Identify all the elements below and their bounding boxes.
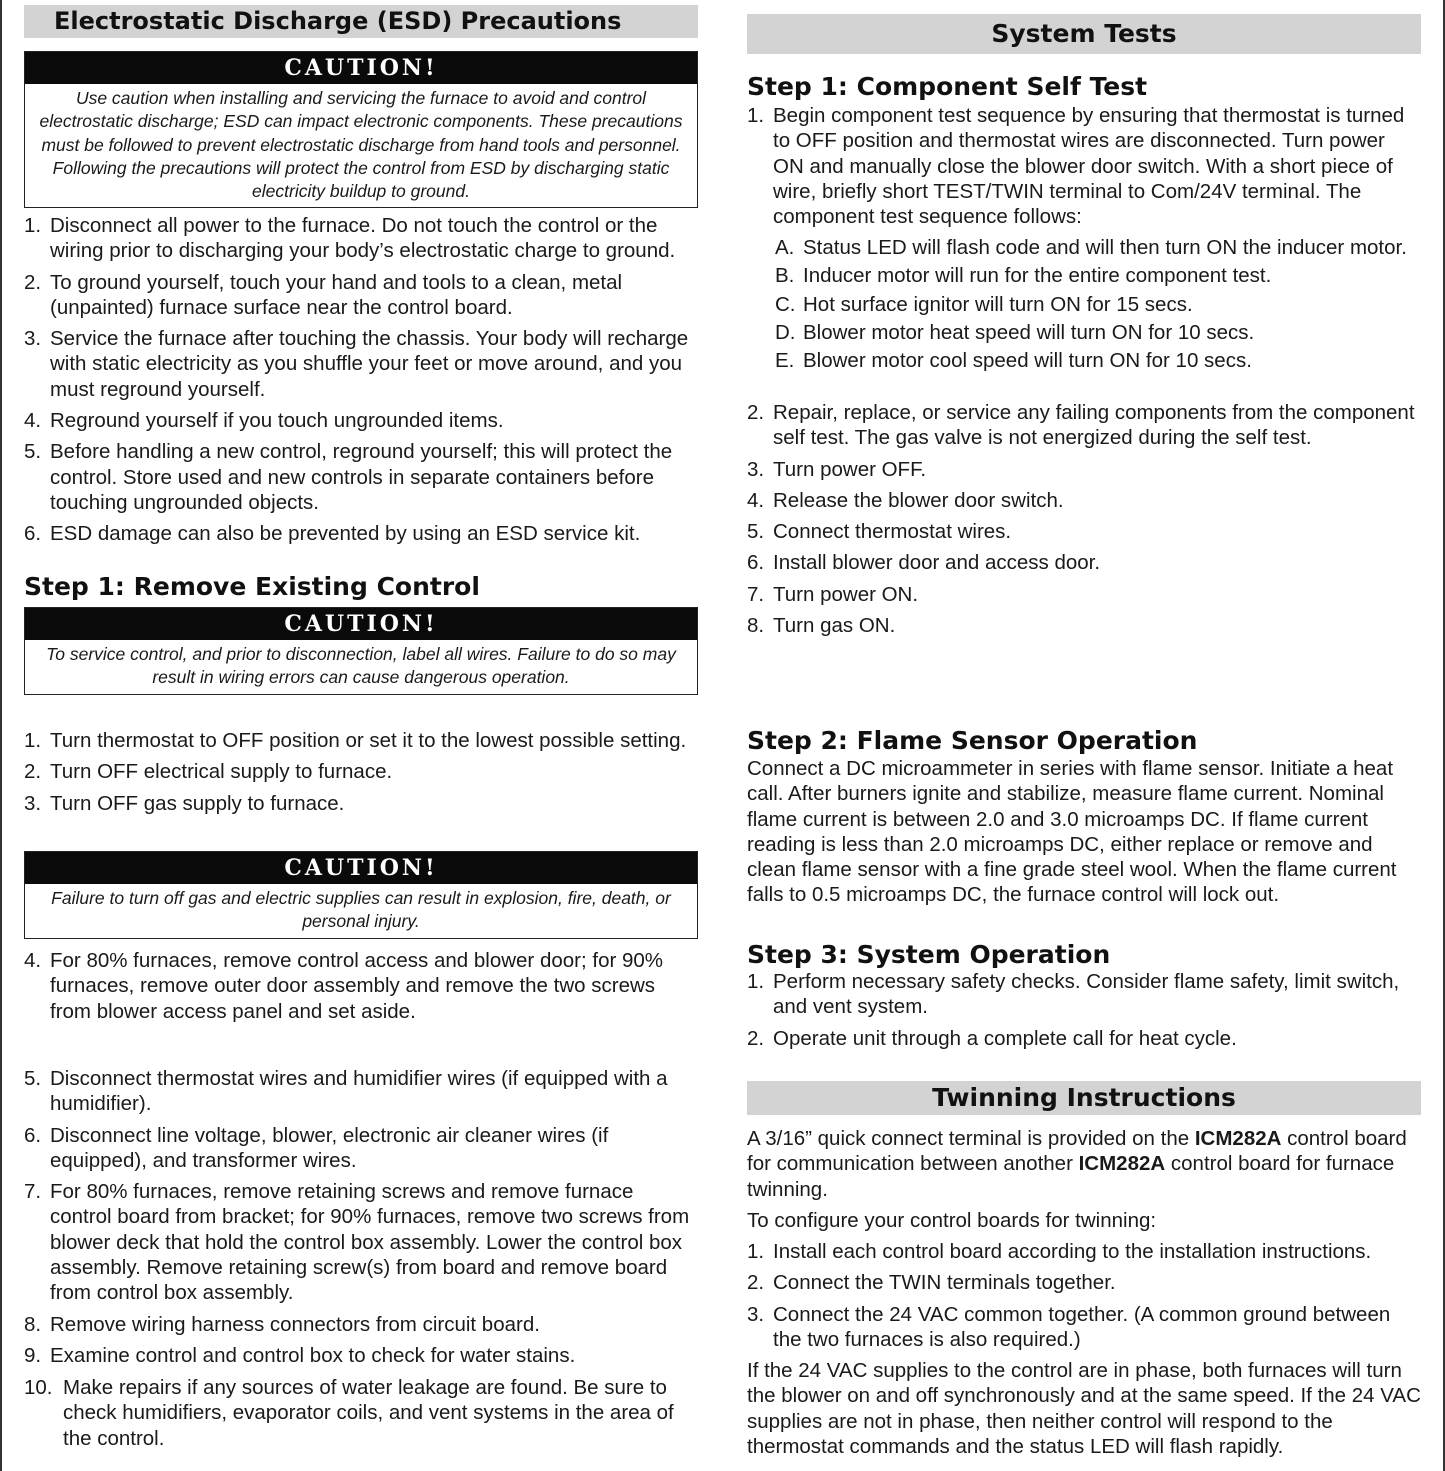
list-item-number: 5. bbox=[24, 1067, 42, 1090]
list-item-text: Turn OFF electrical supply to furnace. bbox=[50, 760, 393, 784]
list-item-number: 9. bbox=[24, 1343, 42, 1367]
list-item-text: Connect thermostat wires. bbox=[773, 520, 1012, 544]
list-item-number: 3. bbox=[747, 457, 765, 481]
list-item-number: B. bbox=[775, 264, 795, 288]
list-item bbox=[747, 235, 1421, 260]
list-item-text: Connect the 24 VAC common together. (A common ground between the two furnaces is also required.) bbox=[773, 1302, 1391, 1351]
remove-control-title: Step 1: Remove Existing Control bbox=[24, 572, 480, 601]
esd-section-header: Electrostatic Discharge (ESD) Precautions bbox=[24, 5, 698, 38]
list-item-number: 5. bbox=[747, 520, 765, 544]
list-item-number: 7. bbox=[24, 1180, 42, 1204]
list-item bbox=[747, 613, 1421, 638]
list-item-text: Service the furnace after touching the chassis. Your body will recharge with static electricity as you shuffle your feet or move around, and you must reground yourself. bbox=[50, 327, 689, 401]
list-item-text: Before handling a new control, reground yourself; this will protect the control. Store used and new controls in separate containers before touching ungrounded objects. bbox=[50, 440, 673, 514]
list-item-number: 4. bbox=[24, 949, 42, 972]
list-item bbox=[747, 320, 1421, 345]
list-item-text: Turn thermostat to OFF position or set it to the lowest possible setting. bbox=[50, 729, 687, 752]
list-item bbox=[24, 1066, 698, 1117]
caution-text: Failure to turn off gas and electric supplies can result in explosion, fire, death, or personal injury. bbox=[51, 888, 671, 932]
list-item bbox=[24, 213, 698, 264]
list-item bbox=[24, 1179, 698, 1305]
list-item-text: Blower motor cool speed will turn ON for 10 secs. bbox=[803, 349, 1252, 373]
list-item bbox=[747, 400, 1421, 451]
component-self-test-title: Step 1: Component Self Test bbox=[747, 72, 1148, 101]
list-item bbox=[24, 1123, 698, 1174]
list-item-number: E. bbox=[775, 349, 795, 373]
list-item-text: For 80% furnaces, remove retaining screws and remove furnace control board from bracket; for 90% furnaces, remove two screws from blower deck that hold the control box assembly. Lower the control box assembly. Remove retaining screw(s) from board and remove board from control box assembly. bbox=[50, 1180, 690, 1305]
remove-steps-list-d bbox=[24, 1375, 698, 1457]
list-item-number: 4. bbox=[24, 409, 42, 433]
list-item-text: Reground yourself if you touch ungrounded items. bbox=[50, 409, 504, 433]
caution-text: To service control, and prior to disconnection, label all wires. Failure to do so may result in wiring errors can cause dangerous operation. bbox=[46, 644, 676, 688]
list-item-text: Disconnect line voltage, blower, electronic air cleaner wires (if equipped), and transformer wires. bbox=[50, 1123, 609, 1172]
list-item-text: Remove wiring harness connectors from circuit board. bbox=[50, 1312, 540, 1336]
model-number: ICM282A bbox=[1194, 1127, 1282, 1150]
list-item-text: Install each control board according to the installation instructions. bbox=[773, 1240, 1372, 1263]
list-item bbox=[24, 791, 698, 816]
list-item bbox=[747, 1026, 1421, 1051]
twinning-configure-text: To configure your control boards for twinning: bbox=[747, 1209, 1157, 1232]
list-item bbox=[24, 1312, 698, 1337]
list-item bbox=[24, 521, 698, 546]
list-item-text: Turn OFF gas supply to furnace. bbox=[50, 791, 345, 815]
list-item-number: 3. bbox=[24, 791, 42, 815]
list-item-number: 2. bbox=[24, 270, 42, 294]
caution-label: CAUTION! bbox=[25, 608, 697, 640]
system-operation-title: Step 3: System Operation bbox=[747, 940, 1111, 969]
list-item bbox=[747, 1302, 1421, 1353]
list-item bbox=[24, 439, 698, 515]
list-item-number: 6. bbox=[747, 551, 765, 575]
list-item-number: 1. bbox=[24, 214, 42, 237]
twinning-header: Twinning Instructions bbox=[747, 1081, 1421, 1115]
list-item-number: 2. bbox=[24, 760, 42, 784]
list-item-number: 1. bbox=[24, 729, 42, 752]
list-item bbox=[24, 1343, 698, 1368]
list-item-text: Turn power OFF. bbox=[773, 457, 927, 481]
model-number: ICM282A bbox=[1078, 1152, 1166, 1176]
twinning-steps bbox=[747, 1239, 1421, 1358]
list-item bbox=[24, 759, 698, 784]
list-item-number: A. bbox=[775, 236, 795, 259]
self-test-remaining-steps bbox=[747, 400, 1421, 644]
caution-label: CAUTION! bbox=[25, 52, 697, 84]
remove-steps-list-c bbox=[24, 1066, 698, 1374]
list-item bbox=[747, 292, 1421, 317]
list-item-text: Examine control and control box to check for water stains. bbox=[50, 1343, 576, 1367]
list-item-text: Connect the TWIN terminals together. bbox=[773, 1271, 1116, 1295]
list-item-text: Turn gas ON. bbox=[773, 614, 896, 638]
list-item-number: 2. bbox=[747, 401, 765, 424]
list-item bbox=[24, 728, 698, 753]
self-test-step-1 bbox=[747, 103, 1421, 235]
list-item-text: Turn power ON. bbox=[773, 582, 919, 606]
self-test-sub-steps bbox=[747, 235, 1421, 376]
list-item bbox=[747, 550, 1421, 575]
esd-steps-list bbox=[24, 213, 698, 553]
list-item-text: Hot surface ignitor will turn ON for 15 secs. bbox=[803, 292, 1193, 316]
list-item-text: Disconnect thermostat wires and humidifier wires (if equipped with a humidifier). bbox=[50, 1067, 668, 1116]
list-item bbox=[747, 582, 1421, 607]
list-item-number: C. bbox=[775, 292, 796, 316]
esd-caution-box bbox=[24, 51, 698, 208]
list-item-number: 1. bbox=[747, 1240, 765, 1263]
list-item bbox=[747, 1239, 1421, 1264]
list-item-number: 3. bbox=[747, 1302, 765, 1326]
list-item-text: Make repairs if any sources of water leakage are found. Be sure to check humidifiers, evaporator coils, and vent systems in the area of the control. bbox=[63, 1376, 674, 1450]
list-item-text: Install blower door and access door. bbox=[773, 551, 1101, 575]
twinning-closing-text: If the 24 VAC supplies to the control are in phase, both furnaces will turn the blower on and off synchronously and at the same speed. If the 24 VAC supplies are not in phase, then neither control will respond to the thermostat commands and the status LED will flash rapidly. bbox=[747, 1359, 1421, 1458]
list-item-number: 5. bbox=[24, 440, 42, 464]
list-item-text: ESD damage can also be prevented by using an ESD service kit. bbox=[50, 522, 641, 546]
list-item: 1. Begin component test sequence by ensuring that thermostat is turned to OFF position and thermostat wires are disconnected. Turn power ON and manually close the blower door switch. With a short piece of wire, briefly short TEST/TWIN terminal to Com/24V terminal. The component test sequence follows: bbox=[747, 104, 1405, 229]
system-tests-header: System Tests bbox=[747, 14, 1421, 54]
list-item-number: 6. bbox=[24, 1123, 42, 1147]
list-item-number: D. bbox=[775, 320, 796, 344]
list-item-number: 4. bbox=[747, 488, 765, 512]
list-item bbox=[747, 519, 1421, 544]
remove-steps-list-a bbox=[24, 728, 698, 822]
list-item-number: 3. bbox=[24, 327, 42, 351]
list-item-text: Inducer motor will run for the entire component test. bbox=[803, 264, 1272, 288]
label-wires-caution-box bbox=[24, 607, 698, 695]
list-item-text: Status LED will flash code and will then turn ON the inducer motor. bbox=[803, 236, 1407, 259]
list-item-number: 7. bbox=[747, 582, 765, 606]
list-item-text: Operate unit through a complete call for heat cycle. bbox=[773, 1026, 1237, 1050]
list-item-number: 8. bbox=[747, 614, 765, 638]
list-item bbox=[24, 408, 698, 433]
list-item-number: 8. bbox=[24, 1312, 42, 1336]
list-item-number: 2. bbox=[747, 1271, 765, 1295]
list-item bbox=[24, 270, 698, 321]
list-item-text: For 80% furnaces, remove control access and blower door; for 90% furnaces, remove outer door assembly and remove the two screws from blower access panel and set aside. bbox=[50, 949, 664, 1023]
caution-text: Use caution when installing and servicing the furnace to avoid and control electrostatic discharge; ESD can impact electronic components. These precautions must be followed to prevent electrostatic discharge from hand tools and personnel. Following the precautions will protect the control from ESD by discharging static electricity buildup to ground. bbox=[39, 88, 683, 202]
system-operation-steps bbox=[747, 969, 1421, 1057]
supply-off-caution-box bbox=[24, 851, 698, 939]
flame-sensor-title: Step 2: Flame Sensor Operation bbox=[747, 726, 1198, 755]
list-item bbox=[747, 457, 1421, 482]
list-item-number: 1. bbox=[747, 970, 765, 993]
list-item-number: 10. bbox=[24, 1376, 53, 1399]
list-item-text: To ground yourself, touch your hand and tools to a clean, metal (unpainted) furnace surface near the control board. bbox=[50, 270, 623, 319]
list-item-number: 6. bbox=[24, 522, 42, 546]
list-item bbox=[747, 348, 1421, 373]
list-item bbox=[24, 326, 698, 402]
list-item-number: 2. bbox=[747, 1026, 765, 1050]
list-item bbox=[747, 969, 1421, 1020]
list-item bbox=[747, 1270, 1421, 1295]
list-item bbox=[747, 263, 1421, 288]
list-item-text: Release the blower door switch. bbox=[773, 488, 1064, 512]
remove-steps-list-b bbox=[24, 948, 698, 1030]
list-item-text: Blower motor heat speed will turn ON for 10 secs. bbox=[803, 320, 1255, 344]
list-item bbox=[24, 1375, 698, 1451]
list-item bbox=[747, 488, 1421, 513]
twinning-intro: A 3/16” quick connect terminal is provided on the ICM282A control board for communication between another ICM282A control board for furnace twinning. bbox=[747, 1127, 1407, 1201]
flame-sensor-text: Connect a DC microammeter in series with flame sensor. Initiate a heat call. After burners ignite and stabilize, measure flame current. Nominal flame current is between 2.0 and 3.0 microamps DC. If flame current reading is less than 2.0 microamps DC, either replace or remove and clean flame sensor with a fine grade steel wool. When the flame current falls to 0.5 microamps DC, the furnace control will lock out. bbox=[747, 757, 1397, 907]
list-item-text: Repair, replace, or service any failing components from the component self test. The gas valve is not energized during the self test. bbox=[773, 401, 1415, 450]
caution-label: CAUTION! bbox=[25, 852, 697, 884]
list-item-text: Perform necessary safety checks. Consider flame safety, limit switch, and vent system. bbox=[773, 970, 1400, 1019]
list-item bbox=[24, 948, 698, 1024]
list-item-text: Disconnect all power to the furnace. Do not touch the control or the wiring prior to discharging your body’s electrostatic charge to ground. bbox=[50, 214, 676, 263]
